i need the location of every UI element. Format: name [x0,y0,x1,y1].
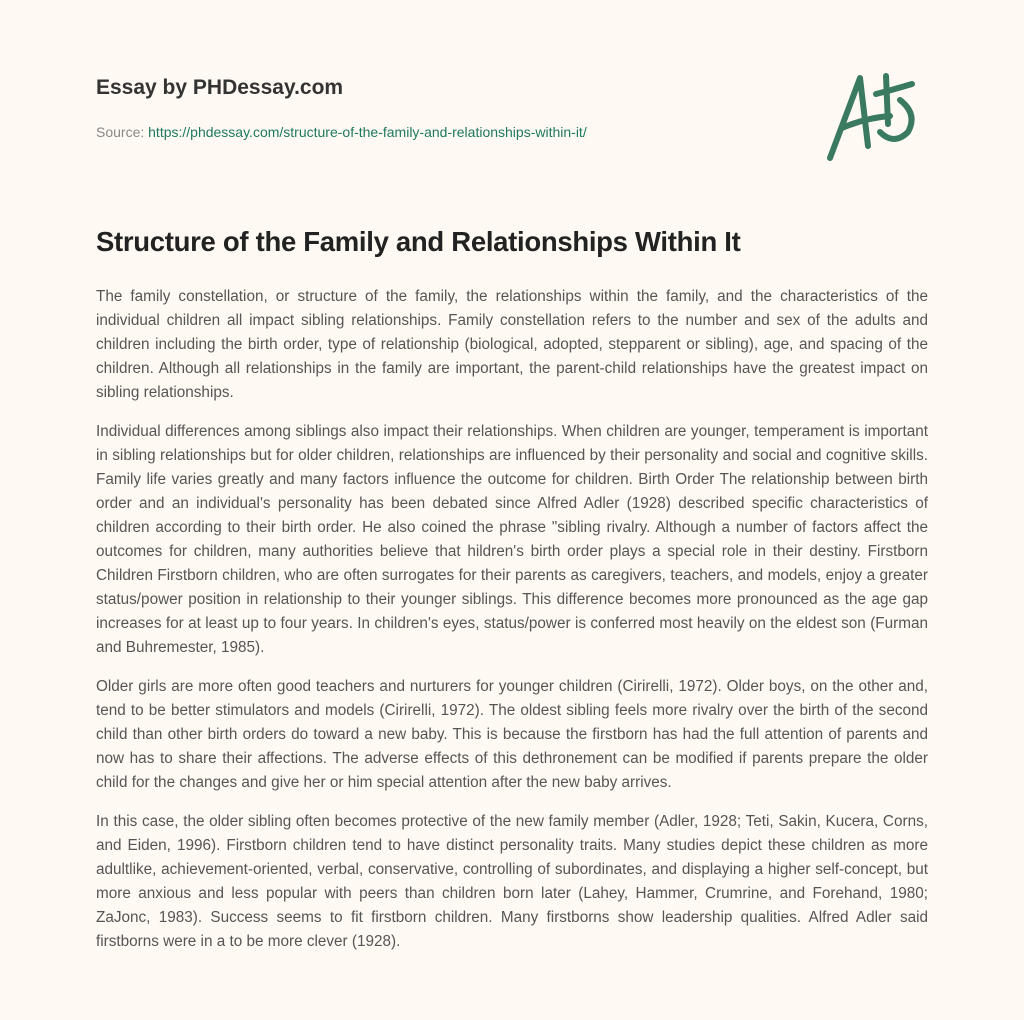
source-link[interactable]: https://phdessay.com/structure-of-the-family-and-relationships-within-it/ [148,124,587,140]
source-label: Source: [96,124,149,140]
paragraph: In this case, the older sibling often becomes protective of the new family member (Adler, 1928; Teti, Sakin, Kucera, Corns, and Eiden, 1996). Firstborn children tend to have distinct personality traits. Many studies depict these children as more adultlike, achievement-oriented, verbal, conservative, controlling of subordinates, and displaying a higher self-concept, but more anxious and less popular with peers than children born later (Lahey, Hammer, Crumrine, and Forehand, 1980; ZaJonc, 1983). Success seems to fit firstborn children. Many firstborns show leadership qualities. Alfred Adler said firstborns were in a to be more clever (1928). [96,813,928,950]
paragraph: Older girls are more often good teachers and nurturers for younger children (Cirirelli, 1972). Older boys, on the other and, tend to be better stimulators and models (Cirirelli, 1972). The oldest sibling feels more rivalry over the birth of the second child than other birth orders do toward a new baby. This is because the firstborn has had the full attention of parents and now has to share their affections. The adverse effects of this dethronement can be modified if parents prepare the older child for the changes and give her or him special attention after the new baby arrives. [96,678,928,791]
a-plus-logo-icon [820,66,930,166]
paragraph: Individual differences among siblings also impact their relationships. When children are younger, temperament is important in sibling relationships but for older children, relationships are influenced by their personality and social and cognitive skills. Family life varies greatly and many factors influence the outcome for children. Birth Order The relationship between birth order and an individual's personality has been debated since Alfred Adler (1928) described specific characteristics of children according to their birth order. He also coined the phrase "sibling rivalry. Although a number of factors affect the outcomes for children, many authorities believe that hildren's birth order plays a special role in their destiny. Firstborn Children Firstborn children, who are often surrogates for their parents as caregivers, teachers, and models, enjoy a greater status/power position in relationship to their younger siblings. This difference becomes more pronounced as the age gap increases for at least up to four years. In children's eyes, status/power is conferred most heavily on the eldest son (Furman and Buhremester, 1985). [96,423,928,656]
source-line [96,124,587,140]
paragraph: The family constellation, or structure of the family, the relationships within the family, and the characteristics of the individual children all impact sibling relationships. Family constellation refers to the number and sex of the adults and children including the birth order, type of relationship (biological, adopted, stepparent or sibling), age, and spacing of the children. Although all relationships in the family are important, the parent-child relationships have the greatest impact on sibling relationships. [96,288,928,401]
essay-body [96,285,928,969]
essay-title: Structure of the Family and Relationships Within It [96,226,741,257]
site-brand: Essay by PHDessay.com [96,76,344,99]
